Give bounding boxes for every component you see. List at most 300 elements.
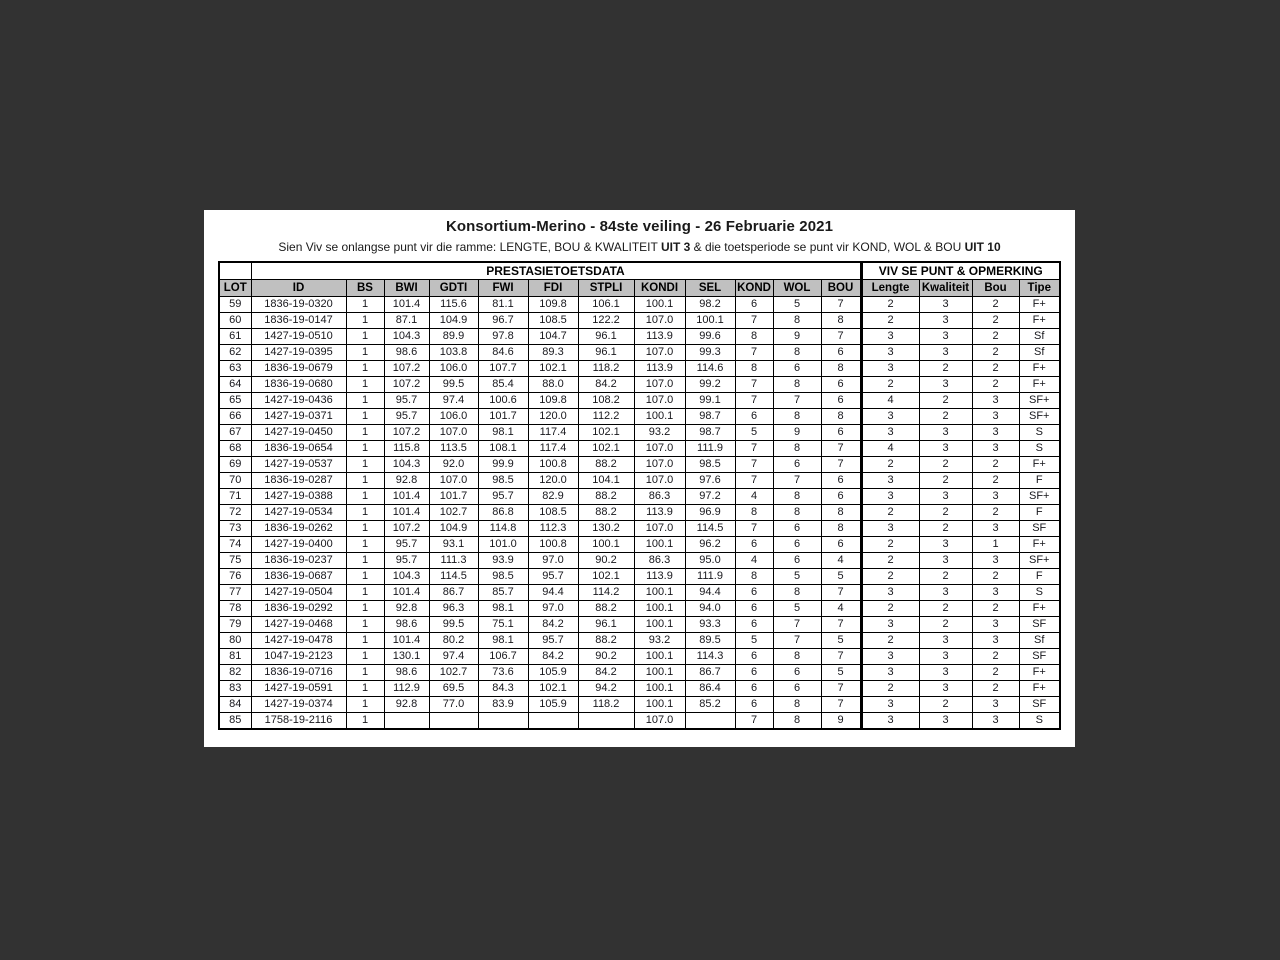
cell-sel: 96.2 [685, 537, 735, 553]
cell-bou: 6 [821, 425, 861, 441]
cell-stpli: 88.2 [578, 505, 634, 521]
table-row-lot-74 [219, 537, 1060, 553]
cell-kondi: 100.1 [634, 697, 685, 713]
cell-bou: 2 [972, 457, 1019, 473]
cell-wol: 8 [773, 697, 821, 713]
cell-bwi: 98.6 [384, 617, 429, 633]
table-row-lot-80 [219, 633, 1060, 649]
cell-wol: 6 [773, 361, 821, 377]
cell-wol: 6 [773, 681, 821, 697]
cell-bs: 1 [346, 313, 384, 329]
cell-gdti: 99.5 [429, 377, 478, 393]
cell-id: 1427-19-0478 [251, 633, 346, 649]
cell-gdti: 107.0 [429, 425, 478, 441]
cell-kwaliteit: 2 [919, 697, 972, 713]
cell-bs: 1 [346, 377, 384, 393]
table-row-lot-60 [219, 313, 1060, 329]
cell-sel [685, 713, 735, 730]
cell-bou: 8 [821, 313, 861, 329]
cell-fdi: 105.9 [528, 697, 578, 713]
page-title: Konsortium-Merino - 84ste veiling - 26 Februarie 2021 [445, 218, 834, 235]
cell-sel: 98.2 [685, 297, 735, 313]
cell-kwaliteit: 3 [919, 585, 972, 601]
cell-bwi: 107.2 [384, 521, 429, 537]
cell-lot: 68 [219, 441, 251, 457]
cell-kond: 4 [735, 489, 773, 505]
cell-bs: 1 [346, 473, 384, 489]
cell-bou: 2 [972, 313, 1019, 329]
cell-bs: 1 [346, 617, 384, 633]
cell-tipe: SF [1019, 697, 1060, 713]
cell-fwi: 96.7 [478, 313, 528, 329]
cell-lengte: 3 [861, 473, 919, 489]
cell-bou: 3 [972, 393, 1019, 409]
cell-bwi: 104.3 [384, 569, 429, 585]
cell-fwi: 98.5 [478, 569, 528, 585]
cell-sel: 85.2 [685, 697, 735, 713]
cell-bwi: 104.3 [384, 329, 429, 345]
cell-kond: 8 [735, 329, 773, 345]
cell-bou: 6 [821, 473, 861, 489]
cell-stpli: 130.2 [578, 521, 634, 537]
cell-wol: 7 [773, 473, 821, 489]
cell-id: 1427-19-0395 [251, 345, 346, 361]
cell-fwi: 98.1 [478, 425, 528, 441]
cell-wol: 8 [773, 649, 821, 665]
cell-sel: 86.4 [685, 681, 735, 697]
cell-sel: 93.3 [685, 617, 735, 633]
cell-kondi: 100.1 [634, 537, 685, 553]
cell-wol: 6 [773, 553, 821, 569]
cell-fdi: 95.7 [528, 633, 578, 649]
cell-lengte: 2 [861, 601, 919, 617]
cell-lot: 69 [219, 457, 251, 473]
cell-lot: 82 [219, 665, 251, 681]
cell-fdi: 102.1 [528, 681, 578, 697]
cell-sel: 114.5 [685, 521, 735, 537]
cell-bs: 1 [346, 601, 384, 617]
cell-stpli: 96.1 [578, 345, 634, 361]
cell-bou: 8 [821, 361, 861, 377]
cell-bwi: 107.2 [384, 377, 429, 393]
cell-lengte: 3 [861, 409, 919, 425]
cell-bou: 3 [972, 441, 1019, 457]
cell-bs: 1 [346, 329, 384, 345]
cell-bou: 4 [821, 601, 861, 617]
col-header-sel: SEL [685, 280, 735, 297]
cell-id: 1427-19-0400 [251, 537, 346, 553]
cell-sel: 111.9 [685, 441, 735, 457]
cell-bou: 2 [972, 473, 1019, 489]
cell-kwaliteit: 3 [919, 377, 972, 393]
cell-kwaliteit: 3 [919, 553, 972, 569]
table-row-lot-62 [219, 345, 1060, 361]
cell-kond: 7 [735, 457, 773, 473]
col-header-fwi: FWI [478, 280, 528, 297]
cell-id: 1427-19-0388 [251, 489, 346, 505]
table-row-lot-77 [219, 585, 1060, 601]
column-header-row [219, 280, 1060, 297]
cell-lengte: 3 [861, 585, 919, 601]
cell-id: 1427-19-0468 [251, 617, 346, 633]
cell-kondi: 93.2 [634, 425, 685, 441]
col-header-bs: BS [346, 280, 384, 297]
cell-kwaliteit: 3 [919, 665, 972, 681]
cell-gdti: 69.5 [429, 681, 478, 697]
cell-fdi: 117.4 [528, 441, 578, 457]
cell-kondi: 86.3 [634, 553, 685, 569]
cell-bou: 2 [972, 297, 1019, 313]
cell-kond: 7 [735, 377, 773, 393]
cell-bs: 1 [346, 537, 384, 553]
cell-kond: 7 [735, 473, 773, 489]
table-row-lot-64 [219, 377, 1060, 393]
cell-kond: 7 [735, 441, 773, 457]
cell-bou: 2 [972, 377, 1019, 393]
cell-wol: 5 [773, 601, 821, 617]
cell-bou: 5 [821, 633, 861, 649]
cell-bwi: 101.4 [384, 489, 429, 505]
cell-lengte: 3 [861, 713, 919, 730]
cell-kondi: 107.0 [634, 393, 685, 409]
cell-fdi: 100.8 [528, 537, 578, 553]
cell-kwaliteit: 2 [919, 521, 972, 537]
cell-bwi: 98.6 [384, 345, 429, 361]
cell-kwaliteit: 3 [919, 649, 972, 665]
cell-bs: 1 [346, 665, 384, 681]
cell-gdti: 111.3 [429, 553, 478, 569]
page-subtitle [204, 240, 1075, 254]
cell-gdti: 89.9 [429, 329, 478, 345]
cell-lengte: 2 [861, 377, 919, 393]
cell-sel: 99.1 [685, 393, 735, 409]
cell-bou: 2 [972, 345, 1019, 361]
cell-kwaliteit: 3 [919, 537, 972, 553]
cell-lot: 60 [219, 313, 251, 329]
col-header-kond: KOND [735, 280, 773, 297]
cell-fdi: 95.7 [528, 569, 578, 585]
cell-id: 1427-19-0504 [251, 585, 346, 601]
col-header-lengte: Lengte [861, 280, 919, 297]
cell-bs: 1 [346, 713, 384, 730]
cell-bou: 7 [821, 585, 861, 601]
cell-bs: 1 [346, 409, 384, 425]
cell-wol: 6 [773, 521, 821, 537]
cell-lot: 74 [219, 537, 251, 553]
cell-bou: 3 [972, 409, 1019, 425]
table-row-lot-70 [219, 473, 1060, 489]
subtitle-segment: UIT 3 [660, 240, 691, 254]
cell-fwi: 101.0 [478, 537, 528, 553]
cell-fwi: 101.7 [478, 409, 528, 425]
cell-bou: 7 [821, 297, 861, 313]
cell-fdi: 84.2 [528, 617, 578, 633]
cell-bou: 1 [972, 537, 1019, 553]
cell-lengte: 4 [861, 393, 919, 409]
cell-gdti: 102.7 [429, 665, 478, 681]
table-row-lot-68 [219, 441, 1060, 457]
cell-kwaliteit: 2 [919, 393, 972, 409]
cell-lot: 66 [219, 409, 251, 425]
cell-kwaliteit: 2 [919, 473, 972, 489]
table-row-lot-59 [219, 297, 1060, 313]
cell-gdti: 104.9 [429, 521, 478, 537]
table-row-lot-65 [219, 393, 1060, 409]
cell-kondi: 113.9 [634, 569, 685, 585]
cell-kondi: 107.0 [634, 313, 685, 329]
table-row-lot-81 [219, 649, 1060, 665]
cell-tipe: F+ [1019, 601, 1060, 617]
cell-bwi: 101.4 [384, 297, 429, 313]
cell-bwi [384, 713, 429, 730]
cell-kwaliteit: 2 [919, 569, 972, 585]
cell-kond: 7 [735, 313, 773, 329]
table-row-lot-75 [219, 553, 1060, 569]
cell-gdti: 104.9 [429, 313, 478, 329]
cell-tipe: F+ [1019, 665, 1060, 681]
cell-id: 1836-19-0679 [251, 361, 346, 377]
cell-bs: 1 [346, 441, 384, 457]
cell-sel: 98.5 [685, 457, 735, 473]
cell-kwaliteit: 3 [919, 633, 972, 649]
cell-kondi: 107.0 [634, 441, 685, 457]
cell-bwi: 95.7 [384, 553, 429, 569]
col-header-lot: LOT [219, 280, 251, 297]
cell-fdi: 84.2 [528, 649, 578, 665]
cell-id: 1836-19-0654 [251, 441, 346, 457]
cell-gdti: 96.3 [429, 601, 478, 617]
cell-id: 1427-19-0371 [251, 409, 346, 425]
cell-tipe: S [1019, 585, 1060, 601]
cell-lengte: 2 [861, 505, 919, 521]
cell-bs: 1 [346, 521, 384, 537]
cell-fdi: 97.0 [528, 553, 578, 569]
cell-fdi: 108.5 [528, 313, 578, 329]
cell-wol: 8 [773, 377, 821, 393]
cell-gdti: 86.7 [429, 585, 478, 601]
cell-kond: 6 [735, 617, 773, 633]
cell-id: 1427-19-0591 [251, 681, 346, 697]
cell-sel: 111.9 [685, 569, 735, 585]
cell-fwi: 98.1 [478, 601, 528, 617]
cell-kwaliteit: 2 [919, 505, 972, 521]
col-header-bou: BOU [821, 280, 861, 297]
cell-tipe: SF [1019, 649, 1060, 665]
cell-lot: 71 [219, 489, 251, 505]
cell-stpli: 102.1 [578, 441, 634, 457]
cell-id: 1836-19-0292 [251, 601, 346, 617]
cell-tipe: F+ [1019, 313, 1060, 329]
cell-kond: 7 [735, 521, 773, 537]
cell-gdti: 101.7 [429, 489, 478, 505]
cell-kondi: 113.9 [634, 361, 685, 377]
cell-lot: 64 [219, 377, 251, 393]
cell-lengte: 2 [861, 569, 919, 585]
subtitle-segment: UIT 10 [964, 240, 1001, 254]
cell-bwi: 87.1 [384, 313, 429, 329]
cell-stpli: 96.1 [578, 617, 634, 633]
cell-bs: 1 [346, 649, 384, 665]
cell-tipe: F [1019, 505, 1060, 521]
cell-fdi: 108.5 [528, 505, 578, 521]
cell-kwaliteit: 2 [919, 617, 972, 633]
cell-stpli: 88.2 [578, 601, 634, 617]
cell-kondi: 100.1 [634, 681, 685, 697]
cell-tipe: Sf [1019, 345, 1060, 361]
cell-bou: 3 [972, 425, 1019, 441]
table-row-lot-67 [219, 425, 1060, 441]
cell-stpli: 118.2 [578, 697, 634, 713]
cell-kwaliteit: 2 [919, 457, 972, 473]
cell-kondi: 107.0 [634, 473, 685, 489]
cell-lengte: 3 [861, 425, 919, 441]
cell-tipe: Sf [1019, 329, 1060, 345]
cell-fdi: 100.8 [528, 457, 578, 473]
cell-lot: 70 [219, 473, 251, 489]
cell-lot: 85 [219, 713, 251, 730]
cell-bou: 3 [972, 697, 1019, 713]
cell-sel: 95.0 [685, 553, 735, 569]
cell-wol: 7 [773, 617, 821, 633]
cell-wol: 9 [773, 425, 821, 441]
cell-wol: 9 [773, 329, 821, 345]
cell-lengte: 3 [861, 521, 919, 537]
cell-wol: 8 [773, 409, 821, 425]
cell-id: 1836-19-0287 [251, 473, 346, 489]
cell-kond: 6 [735, 537, 773, 553]
cell-kwaliteit: 2 [919, 601, 972, 617]
cell-tipe: SF+ [1019, 393, 1060, 409]
cell-tipe: SF+ [1019, 489, 1060, 505]
cell-tipe: SF [1019, 521, 1060, 537]
cell-gdti: 80.2 [429, 633, 478, 649]
cell-bou: 7 [821, 457, 861, 473]
cell-kond: 7 [735, 713, 773, 730]
col-header-bou: Bou [972, 280, 1019, 297]
cell-fwi: 108.1 [478, 441, 528, 457]
cell-id: 1758-19-2116 [251, 713, 346, 730]
cell-kond: 4 [735, 553, 773, 569]
cell-tipe: S [1019, 441, 1060, 457]
cell-bs: 1 [346, 297, 384, 313]
cell-bwi: 112.9 [384, 681, 429, 697]
cell-id: 1836-19-0237 [251, 553, 346, 569]
cell-kwaliteit: 3 [919, 489, 972, 505]
cell-lengte: 3 [861, 665, 919, 681]
cell-wol: 8 [773, 713, 821, 730]
cell-fdi: 109.8 [528, 393, 578, 409]
table-row-lot-69 [219, 457, 1060, 473]
cell-fdi: 102.1 [528, 361, 578, 377]
cell-bou: 8 [821, 521, 861, 537]
cell-kondi: 100.1 [634, 297, 685, 313]
cell-fdi: 94.4 [528, 585, 578, 601]
cell-bs: 1 [346, 425, 384, 441]
table-row-lot-72 [219, 505, 1060, 521]
cell-kond: 8 [735, 505, 773, 521]
cell-tipe: S [1019, 713, 1060, 730]
subtitle-segment: Sien Viv se onlangse punt vir die ramme: LENGTE, BOU & KWALITEIT [278, 240, 661, 254]
cell-id: 1836-19-0147 [251, 313, 346, 329]
cell-gdti: 113.5 [429, 441, 478, 457]
cell-fwi: 100.6 [478, 393, 528, 409]
table-row-lot-76 [219, 569, 1060, 585]
subtitle-segment: & die toetsperiode se punt vir KOND, WOL & BOU [690, 240, 965, 254]
cell-fdi [528, 713, 578, 730]
cell-gdti: 97.4 [429, 649, 478, 665]
cell-lot: 72 [219, 505, 251, 521]
cell-gdti: 115.6 [429, 297, 478, 313]
cell-tipe: F+ [1019, 681, 1060, 697]
group-header-row [219, 262, 1060, 280]
cell-fwi: 98.1 [478, 633, 528, 649]
cell-tipe: F+ [1019, 377, 1060, 393]
col-header-kondi: KONDI [634, 280, 685, 297]
cell-fwi: 95.7 [478, 489, 528, 505]
cell-fdi: 109.8 [528, 297, 578, 313]
cell-bou: 3 [972, 489, 1019, 505]
cell-bs: 1 [346, 489, 384, 505]
cell-kondi: 107.0 [634, 457, 685, 473]
cell-bs: 1 [346, 681, 384, 697]
cell-stpli: 112.2 [578, 409, 634, 425]
cell-fwi: 81.1 [478, 297, 528, 313]
cell-wol: 6 [773, 537, 821, 553]
cell-bwi: 115.8 [384, 441, 429, 457]
cell-fwi: 85.7 [478, 585, 528, 601]
cell-lot: 62 [219, 345, 251, 361]
cell-gdti: 99.5 [429, 617, 478, 633]
cell-sel: 97.6 [685, 473, 735, 489]
cell-lot: 78 [219, 601, 251, 617]
cell-kond: 6 [735, 601, 773, 617]
cell-id: 1836-19-0680 [251, 377, 346, 393]
performance-data-table [218, 261, 1061, 730]
cell-tipe: F+ [1019, 361, 1060, 377]
cell-sel: 99.2 [685, 377, 735, 393]
table-row-lot-66 [219, 409, 1060, 425]
cell-tipe: F+ [1019, 297, 1060, 313]
cell-kond: 5 [735, 633, 773, 649]
cell-stpli: 90.2 [578, 553, 634, 569]
cell-bs: 1 [346, 393, 384, 409]
cell-kond: 6 [735, 665, 773, 681]
cell-bwi: 101.4 [384, 505, 429, 521]
cell-kond: 5 [735, 425, 773, 441]
cell-bwi: 92.8 [384, 601, 429, 617]
cell-wol: 8 [773, 489, 821, 505]
cell-lengte: 4 [861, 441, 919, 457]
cell-bwi: 101.4 [384, 585, 429, 601]
cell-lengte: 2 [861, 553, 919, 569]
cell-lengte: 2 [861, 457, 919, 473]
table-row-lot-85 [219, 713, 1060, 730]
cell-lengte: 3 [861, 649, 919, 665]
cell-id: 1427-19-0450 [251, 425, 346, 441]
group-header-prestasietoetsdata: PRESTASIETOETSDATA [251, 262, 861, 280]
cell-bou: 7 [821, 681, 861, 697]
cell-kwaliteit: 3 [919, 441, 972, 457]
cell-sel: 99.3 [685, 345, 735, 361]
cell-tipe: F+ [1019, 537, 1060, 553]
cell-bou: 2 [972, 329, 1019, 345]
cell-bou: 7 [821, 697, 861, 713]
cell-sel: 114.3 [685, 649, 735, 665]
cell-fdi: 88.0 [528, 377, 578, 393]
cell-tipe: F [1019, 569, 1060, 585]
cell-stpli: 114.2 [578, 585, 634, 601]
cell-kond: 8 [735, 361, 773, 377]
